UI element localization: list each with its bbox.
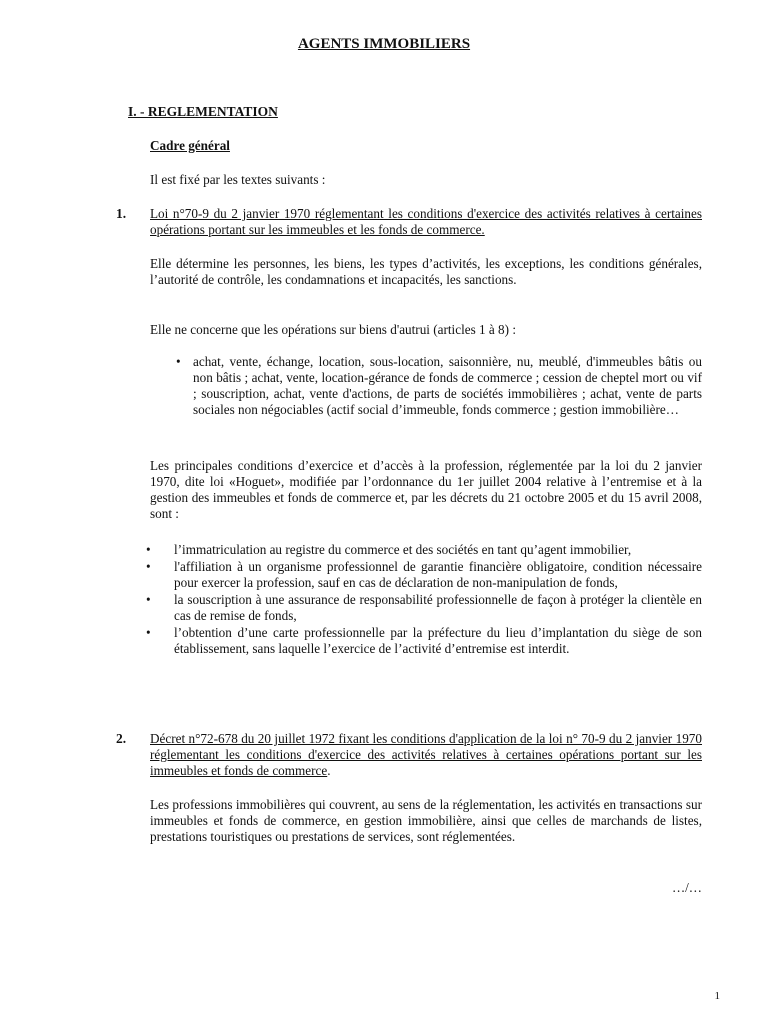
bullet-icon: •	[146, 625, 151, 640]
conditions-list	[146, 542, 702, 658]
list-item	[146, 542, 702, 558]
decree-heading-block	[150, 731, 702, 779]
continued-marker: …/…	[671, 880, 702, 895]
section-heading: I. - REGLEMENTATION	[128, 104, 278, 119]
list-item	[146, 559, 702, 591]
bullet-icon: •	[146, 592, 151, 607]
page-number: 1	[714, 990, 720, 1002]
paragraph: Les principales conditions d’exercice et d’accès à la profession, réglementée par la loi du 2 janvier 1970, dite loi «Hoguet», modifiée par l’ordonnance du 1er juillet 2004 relative à l’entremise et à la gestion des immeubles et fonds de commerce et, par les décrets du 21 octobre 2005 et du 15 avril 2008, sont :	[150, 458, 702, 521]
intro-text: Il est fixé par les textes suivants :	[150, 172, 326, 187]
bullet-icon: •	[176, 354, 181, 369]
bullet-icon: •	[146, 542, 151, 557]
list-item-text: l’obtention d’une carte professionnelle par la préfecture du lieu d’implantation du siège de son établissement, sans laquelle l’exercice de l’activité d’entremise est interdit.	[174, 625, 702, 656]
paragraph: Elle ne concerne que les opérations sur biens d'autrui (articles 1 à 8) :	[150, 322, 516, 337]
list-item-text: la souscription à une assurance de responsabilité professionnelle de façon à protéger la clientèle en cas de remise de fonds,	[174, 592, 702, 623]
document-title: AGENTS IMMOBILIERS	[297, 36, 471, 52]
paragraph: Elle détermine les personnes, les biens, les types d’activités, les exceptions, les conditions générales, l’autorité de contrôle, les condamnations et incapacités, les sanctions.	[150, 256, 702, 287]
list-item-text: l’immatriculation au registre du commerce et des sociétés en tant qu’agent immobilier,	[174, 542, 632, 557]
list-item	[146, 592, 702, 624]
bullet-icon: •	[146, 559, 151, 574]
list-item-text: l'affiliation à un organisme professionnel de garantie financière obligatoire, condition nécessaire pour exercer la profession, sauf en cas de déclaration de non-manipulation de fonds,	[174, 559, 702, 590]
item-number: 1.	[116, 206, 127, 221]
decree-heading-end: .	[327, 763, 331, 778]
paragraph: Les professions immobilières qui couvrent, au sens de la réglementation, les activités en transactions sur immeubles et fonds de commerce, en gestion immobilière, ainsi que celles de marchands de listes, prestations touristiques ou prestations de services, sont réglementées.	[150, 797, 702, 844]
list-item-text: achat, vente, échange, location, sous-location, saisonnière, nu, meublé, d'immeubles bâtis ou non bâtis ; achat, vente, location-gérance de fonds de commerce ; cession de cheptel mort ou vif ; souscription, achat, vente d'actions, de parts de sociétés immobilières ; achat, vente de parts sociales non négociables (actif social d’immeuble, fonds commerce ; gestion immobilière…	[193, 354, 702, 417]
subheading: Cadre général	[150, 138, 230, 153]
item-number: 2.	[116, 731, 127, 746]
list-item	[146, 625, 702, 657]
law-heading: Loi n°70-9 du 2 janvier 1970 réglementant les conditions d'exercice des activités relatives à certaines opérations portant sur les immeubles et les fonds de commerce.	[150, 206, 702, 237]
operations-list	[172, 354, 702, 418]
decree-heading: Décret n°72-678 du 20 juillet 1972 fixant les conditions d'application de la loi n° 70-9 du 2 janvier 1970 réglementant les conditions d'exercice des activités relatives à certaines opérations portant sur les immeubles et fonds de commerce	[150, 731, 702, 778]
list-item	[172, 354, 702, 418]
